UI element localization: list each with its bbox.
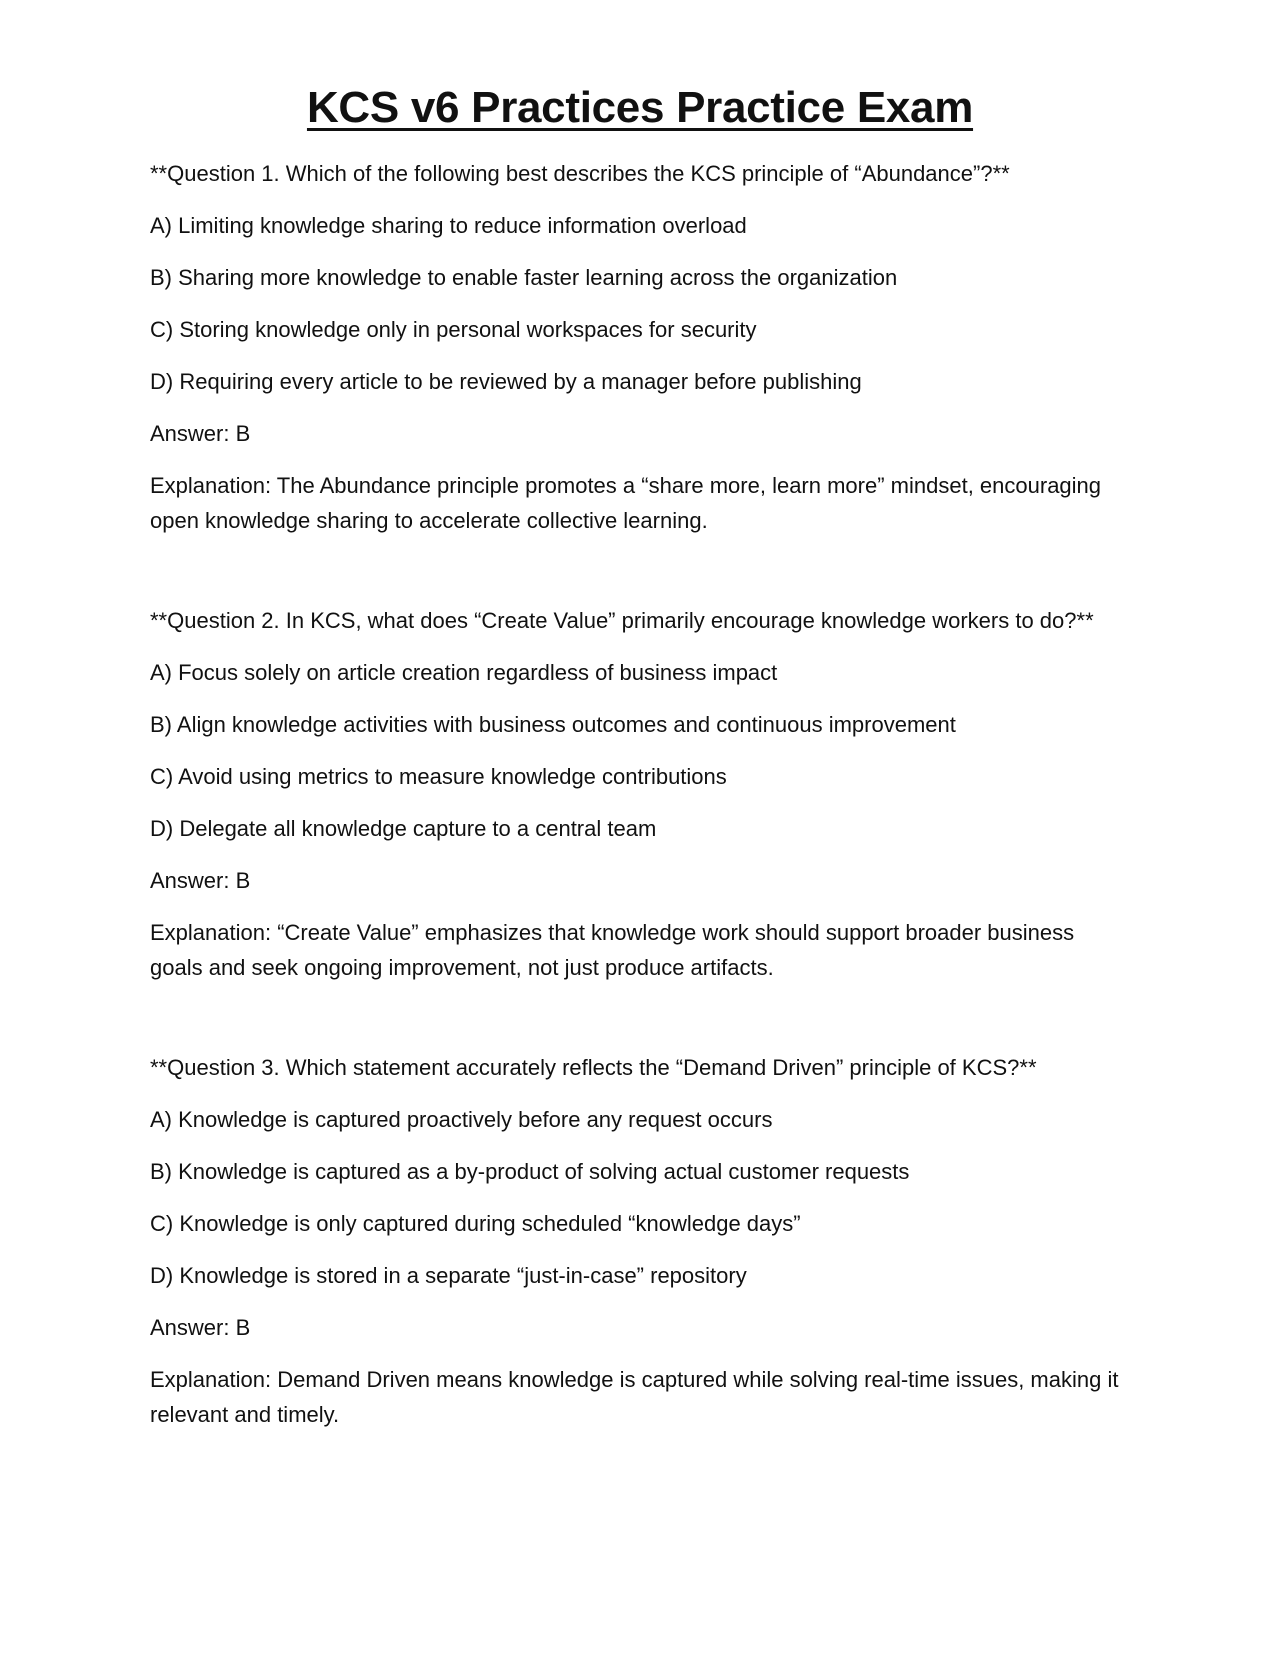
- question-2-option-a: A) Focus solely on article creation regardless of business impact: [150, 660, 778, 685]
- question-1-option-b: B) Sharing more knowledge to enable faster learning across the organization: [150, 265, 898, 290]
- question-2-prompt: **Question 2. In KCS, what does “Create Value” primarily encourage knowledge workers to do?**: [150, 608, 1094, 633]
- question-2-answer: Answer: B: [150, 868, 251, 893]
- question-1-option-a: A) Limiting knowledge sharing to reduce information overload: [150, 213, 747, 238]
- question-1: [150, 156, 1130, 538]
- question-3-option-d: D) Knowledge is stored in a separate “just-in-case” repository: [150, 1263, 747, 1288]
- question-3-explanation: Explanation: Demand Driven means knowledge is captured while solving real-time issues, making it relevant and timely.: [150, 1367, 1119, 1427]
- question-3-answer: Answer: B: [150, 1315, 251, 1340]
- question-2-option-b: B) Align knowledge activities with business outcomes and continuous improvement: [150, 712, 956, 737]
- question-3-option-b: B) Knowledge is captured as a by-product of solving actual customer requests: [150, 1159, 910, 1184]
- question-3-option-a: A) Knowledge is captured proactively before any request occurs: [150, 1107, 773, 1132]
- question-2: [150, 603, 1130, 985]
- page-title: [150, 80, 1130, 136]
- question-3: [150, 1050, 1130, 1432]
- question-1-option-d: D) Requiring every article to be reviewed by a manager before publishing: [150, 369, 862, 394]
- question-1-answer: Answer: B: [150, 421, 251, 446]
- question-2-option-d: D) Delegate all knowledge capture to a central team: [150, 816, 657, 841]
- question-1-explanation: Explanation: The Abundance principle promotes a “share more, learn more” mindset, encouraging open knowledge sharing to accelerate collective learning.: [150, 473, 1102, 533]
- question-2-explanation: Explanation: “Create Value” emphasizes that knowledge work should support broader business goals and seek ongoing improvement, not just produce artifacts.: [150, 920, 1075, 980]
- question-3-prompt: **Question 3. Which statement accurately reflects the “Demand Driven” principle of KCS?**: [150, 1055, 1037, 1080]
- question-1-prompt: **Question 1. Which of the following best describes the KCS principle of “Abundance”?**: [150, 161, 1010, 186]
- question-3-option-c: C) Knowledge is only captured during scheduled “knowledge days”: [150, 1211, 801, 1236]
- page-title-text: KCS v6 Practices Practice Exam: [306, 83, 974, 132]
- question-2-option-c: C) Avoid using metrics to measure knowledge contributions: [150, 764, 727, 789]
- question-1-option-c: C) Storing knowledge only in personal workspaces for security: [150, 317, 757, 342]
